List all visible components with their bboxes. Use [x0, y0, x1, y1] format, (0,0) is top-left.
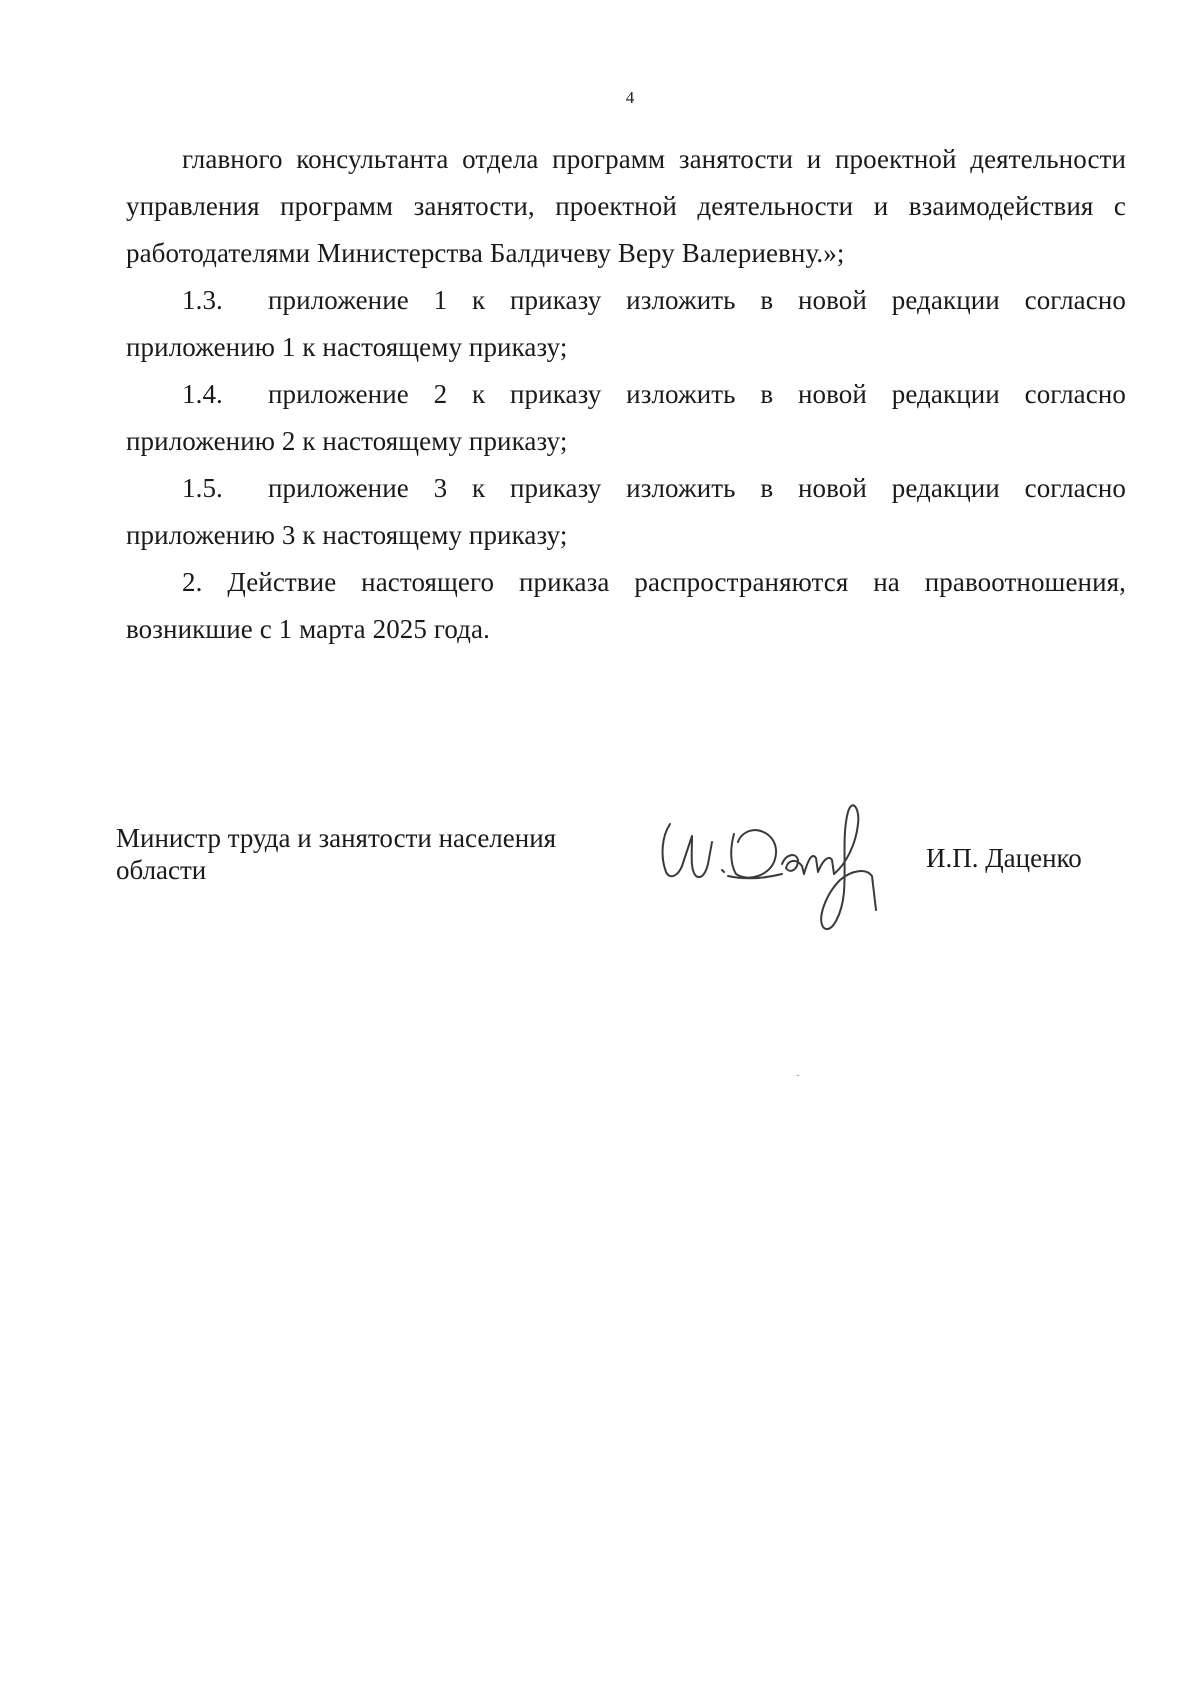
- clause-2: 2. Действие настоящего приказа распространяются на правоотношения, возникшие с 1 марта 2025 года.: [126, 567, 1126, 644]
- document-body: [126, 136, 1126, 653]
- continuation-paragraph: главного консультанта отдела программ занятости и проектной деятельности управления программ занятости, проектной деятельности и взаимодействия с работодателями Министерства Балдичеву Веру Валериевну.»;: [126, 144, 1126, 268]
- clause-1-5: [126, 465, 1126, 559]
- clause-text: приложение 1 к приказу изложить в новой редакции согласно приложению 1 к настоящему приказу;: [126, 285, 1126, 362]
- handwritten-signature: [656, 784, 926, 944]
- signatory-position: [116, 822, 606, 886]
- clause-number: 1.4.: [182, 379, 223, 409]
- clause-number: 1.5.: [182, 473, 223, 503]
- signatory-position-line2: области: [116, 855, 207, 885]
- clause-text: приложение 3 к приказу изложить в новой редакции согласно приложению 3 к настоящему приказу;: [126, 473, 1126, 550]
- clause-text: приложение 2 к приказу изложить в новой редакции согласно приложению 2 к настоящему приказу;: [126, 379, 1126, 456]
- signature-block: [116, 822, 1096, 942]
- clause-1-3: [126, 277, 1126, 371]
- signatory-name: И.П. Даценко: [926, 843, 1082, 873]
- page-number: 4: [625, 88, 635, 107]
- clause-1-4: [126, 371, 1126, 465]
- signatory-position-line1: Министр труда и занятости населения: [116, 823, 557, 853]
- clause-number: 1.3.: [182, 285, 223, 315]
- scan-speck: [797, 1075, 799, 1076]
